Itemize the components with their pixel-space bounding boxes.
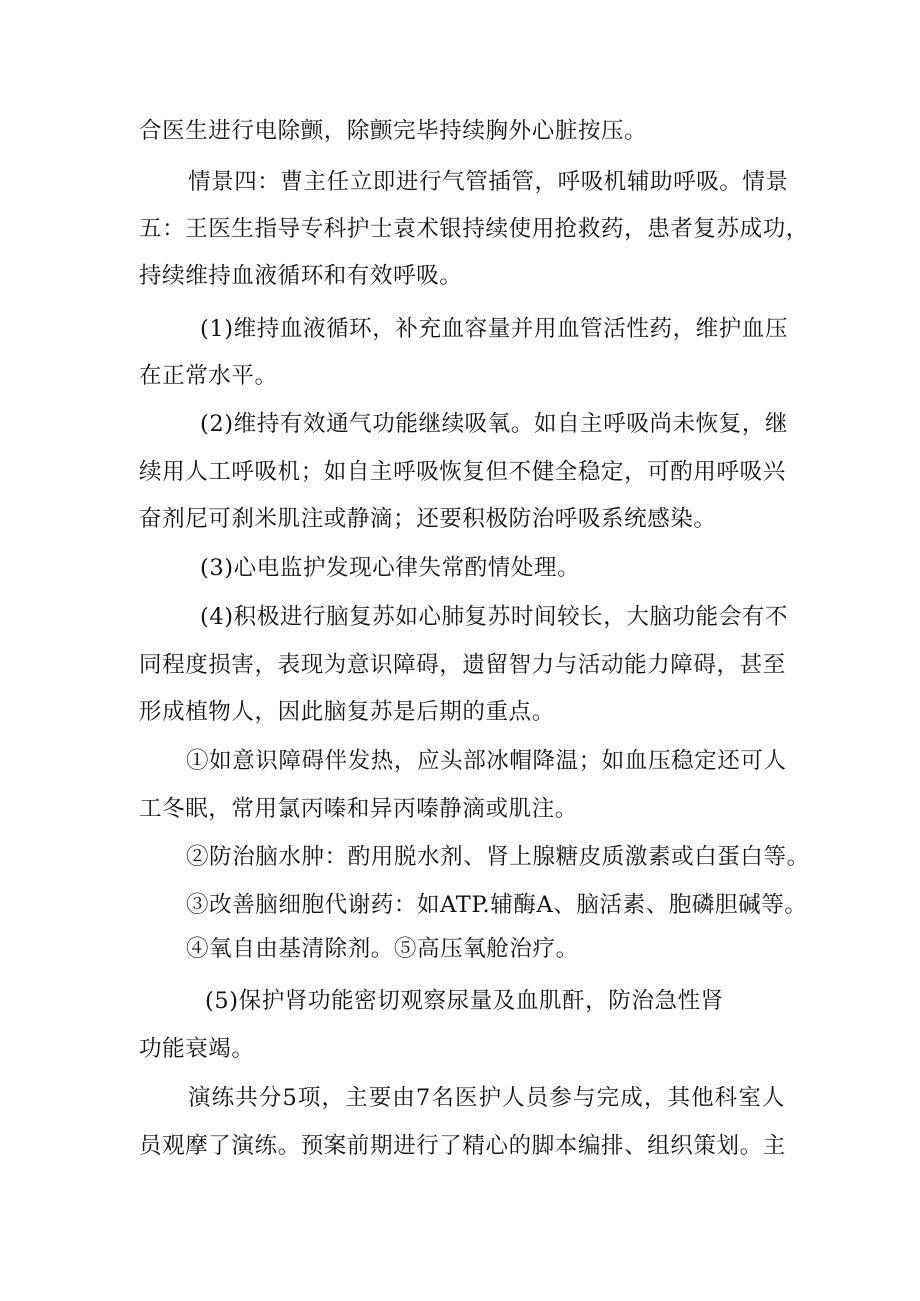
text-line-21: 演练共分5项，主要由7名医护人员参与完成，其他科室人 — [188, 1085, 785, 1111]
text-line-10: (3)心电监护发现心律失常酌情处理。 — [200, 555, 581, 581]
text-line-17: ③改善脑细胞代谢药：如ATP.辅酶A、脑活素、胞磷胆碱等。 — [186, 892, 808, 918]
text-line-15: 工冬眠，常用氯丙嗪和异丙嗪静滴或肌注。 — [139, 796, 578, 822]
text-line-3: 五：王医生指导专科护士袁术银持续使用抢救药，患者复苏成功， — [139, 216, 809, 242]
text-line-5: (1)维持血液循环，补充血容量并用血管活性药，维护血压 — [200, 316, 789, 342]
text-line-7: (2)维持有效通气功能继续吸氧。如自主呼吸尚未恢复，继 — [200, 411, 789, 437]
text-line-16: ②防治脑水肿：酌用脱水剂、肾上腺糖皮质激素或白蛋白等。 — [186, 844, 810, 870]
text-line-12: 同程度损害，表现为意识障碍，遗留智力与活动能力障碍，甚至 — [139, 652, 786, 678]
text-line-6: 在正常水平。 — [139, 363, 278, 389]
text-line-20: 功能衰竭。 — [139, 1036, 255, 1062]
text-line-18: ④氧自由基清除剂。⑤高压氧舱治疗。 — [186, 936, 579, 962]
text-line-1: 合医生进行电除颤，除颤完毕持续胸外心脏按压。 — [139, 118, 648, 144]
text-line-13: 形成植物人，因此脑复苏是后期的重点。 — [139, 699, 555, 725]
text-line-8: 续用人工呼吸机；如自主呼吸恢复但不健全稳定，可酌用呼吸兴 — [139, 459, 786, 485]
text-line-19: (5)保护肾功能密切观察尿量及血肌酐，防治急性肾 — [205, 988, 724, 1014]
text-line-4: 持续维持血液循环和有效呼吸。 — [139, 263, 463, 289]
text-line-9: 奋剂尼可刹米肌注或静滴；还要积极防治呼吸系统感染。 — [139, 506, 717, 532]
text-line-22: 员观摩了演练。预案前期进行了精心的脚本编排、组织策划。主 — [139, 1133, 786, 1159]
text-line-14: ①如意识障碍伴发热，应头部冰帽降温；如血压稳定还可人 — [186, 748, 787, 774]
text-line-2: 情景四：曹主任立即进行气管插管，呼吸机辅助呼吸。情景 — [188, 169, 789, 195]
text-line-11: (4)积极进行脑复苏如心肺复苏时间较长，大脑功能会有不 — [200, 604, 789, 630]
